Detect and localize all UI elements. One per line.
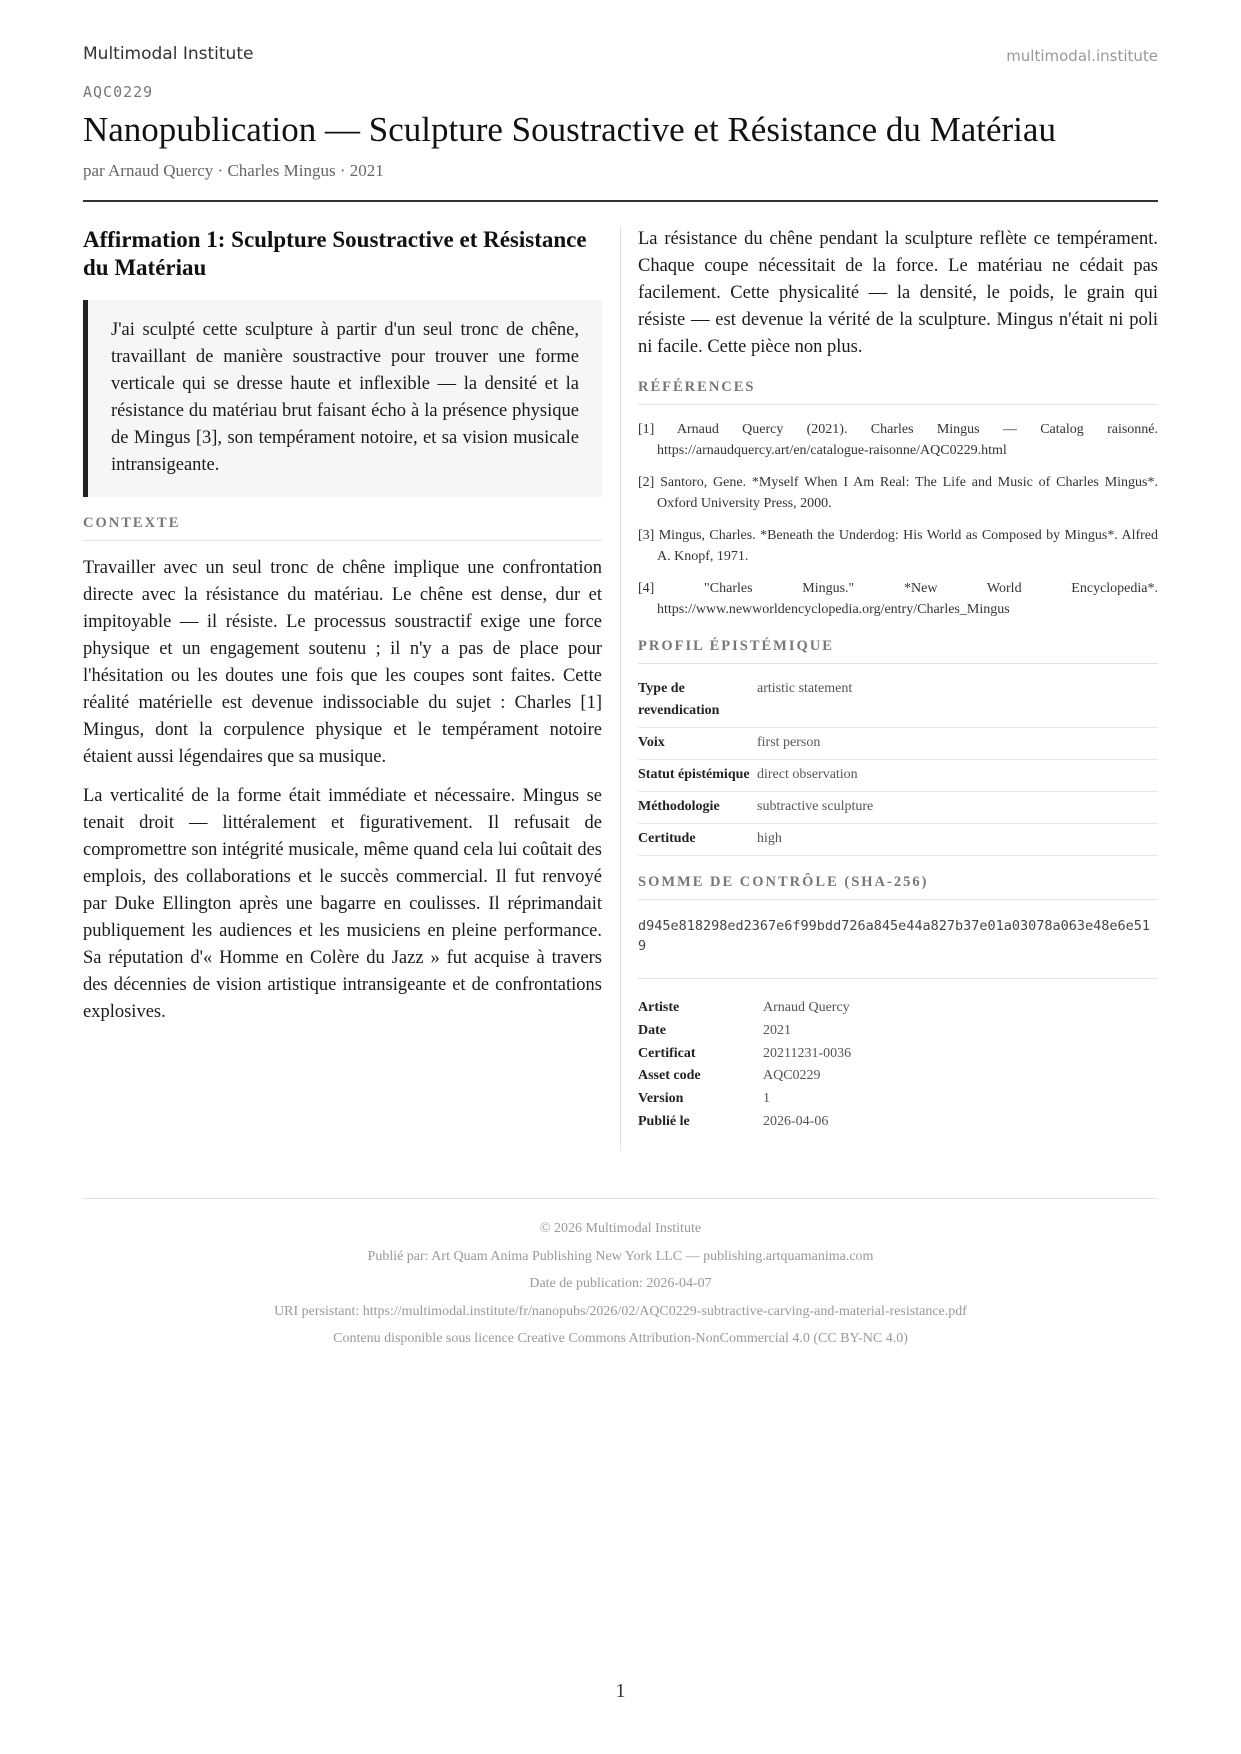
profile-key: Certitude	[638, 824, 757, 856]
title-divider	[83, 200, 1158, 202]
table-row	[638, 728, 1158, 760]
checksum-value: d945e818298ed2367e6f99bdd726a845e44a827b37e01a03078a063e48e6e519	[638, 914, 1158, 979]
continuation-paragraph: La résistance du chêne pendant la sculpture reflète ce tempérament. Chaque coupe nécessitait de la force. Le matériau ne cédait pas facilement. Cette physicalité — la densité, le poids, le grain qui résiste — est devenue la vérité de la sculpture. Mingus n'était ni poli ni facile. Cette pièce non plus.	[638, 229, 1158, 357]
context-label: CONTEXTE	[83, 515, 602, 541]
profile-key: Méthodologie	[638, 792, 757, 824]
metadata-row	[638, 1043, 1158, 1066]
metadata-value: 1	[763, 1091, 770, 1107]
metadata-key: Publié le	[638, 1113, 690, 1129]
references-list	[638, 419, 1158, 620]
profile-key: Statut épistémique	[638, 760, 757, 792]
footer-publication-date: Date de publication: 2026-04-07	[529, 1276, 712, 1291]
byline: par Arnaud Quercy · Charles Mingus · 2021	[83, 161, 384, 180]
metadata-row	[638, 1088, 1158, 1111]
claim-quote: J'ai sculpté cette sculpture à partir d'un seul tronc de chêne, travaillant de manière soustractive pour trouver une forme verticale qui se dresse haute et inflexible — la densité et la résistance du matériau brut faisant écho à la présence physique de Mingus [3], son tempérament notoire, et sa vision musicale intransigeante.	[83, 300, 602, 497]
footer-divider	[83, 1198, 1158, 1199]
profile-value: subtractive sculpture	[757, 792, 1158, 824]
profile-value: direct observation	[757, 760, 1158, 792]
metadata-value: 20211231-0036	[763, 1045, 852, 1061]
footer-persistent-uri: URI persistant: https://multimodal.institute/fr/nanopubs/2026/02/AQC0229-subtractive-carving-and-material-resistance.pdf	[274, 1303, 967, 1319]
profile-key: Voix	[638, 728, 757, 760]
context-paragraph: Travailler avec un seul tronc de chêne implique une confrontation directe avec la résistance du matériau. Le chêne est dense, dur et impitoyable — il résiste. Le processus soustractif exige une force physique et un engagement soutenu ; il n'y a pas de place pour l'hésitation ou les doutes une fois que les coupes sont faites. Cette réalité matérielle est devenue indissociable du sujet : Charles [1] Mingus, dont la corpulence physique et le tempérament notoire étaient aussi légendaires que sa musique.	[83, 558, 602, 767]
top-bar	[83, 44, 1158, 68]
metadata-list	[638, 997, 1158, 1134]
column-divider	[620, 226, 621, 1151]
profile-value: high	[757, 824, 1158, 856]
metadata-value: AQC0229	[763, 1068, 821, 1084]
metadata-value: 2021	[763, 1022, 791, 1038]
footer-license: Contenu disponible sous licence Creative Commons Attribution-NonCommercial 4.0 (CC BY-NC 4.0)	[333, 1331, 908, 1346]
table-row	[638, 674, 1158, 728]
context-paragraph: La verticalité de la forme était immédiate et nécessaire. Mingus se tenait droit — littéralement et figurativement. Il refusait de compromettre son intégrité musicale, même quand cela lui coûtait des emplois, des collaborations et le succès commercial. Il fut renvoyé par Duke Ellington après une bagarre en coulisses. Il réprimandait publiquement les audiences et les musiciens en pleine performance. Sa réputation d'« Homme en Colère du Jazz » fut acquise à travers des décennies de vision artistique intransigeante et de confrontations explosives.	[83, 786, 602, 1022]
metadata-key: Date	[638, 1022, 666, 1038]
references-label: RÉFÉRENCES	[638, 379, 1158, 405]
metadata-row	[638, 1065, 1158, 1088]
table-row	[638, 792, 1158, 824]
metadata-key: Version	[638, 1091, 684, 1107]
site-domain: multimodal.institute	[1006, 47, 1158, 65]
profile-value: artistic statement	[757, 674, 1158, 728]
reference-item: [1] Arnaud Quercy (2021). Charles Mingus — Catalog raisonné. https://arnaudquercy.art/en/catalogue-raisonne/AQC0229.html	[638, 422, 1158, 458]
page-number: 1	[615, 1680, 626, 1702]
metadata-key: Certificat	[638, 1045, 696, 1061]
epistemic-profile-table	[638, 674, 1158, 856]
metadata-key: Asset code	[638, 1068, 701, 1084]
metadata-key: Artiste	[638, 1000, 680, 1015]
epistemic-profile-label: PROFIL ÉPISTÉMIQUE	[638, 638, 1158, 664]
profile-value: first person	[757, 728, 1158, 760]
left-column	[83, 226, 602, 1038]
metadata-value: Arnaud Quercy	[763, 1000, 850, 1015]
metadata-row	[638, 1111, 1158, 1134]
footer	[83, 1215, 1158, 1353]
footer-copyright: © 2026 Multimodal Institute	[539, 1221, 702, 1236]
profile-key: Type de revendication	[638, 674, 757, 728]
metadata-row	[638, 1020, 1158, 1043]
table-row	[638, 760, 1158, 792]
page-title: Nanopublication — Sculpture Soustractive et Résistance du Matériau	[83, 110, 1056, 149]
claim-title: Affirmation 1: Sculpture Soustractive et Résistance du Matériau	[83, 227, 587, 280]
table-row	[638, 824, 1158, 856]
metadata-row	[638, 997, 1158, 1020]
reference-item: [4] "Charles Mingus." *New World Encyclopedia*. https://www.newworldencyclopedia.org/entry/Charles_Mingus	[638, 581, 1158, 617]
footer-publisher: Publié par: Art Quam Anima Publishing New York LLC — publishing.artquamanima.com	[367, 1248, 874, 1264]
reference-item: [3] Mingus, Charles. *Beneath the Underdog: His World as Composed by Mingus*. Alfred A. Knopf, 1971.	[638, 528, 1158, 564]
asset-code: AQC0229	[83, 83, 154, 101]
right-column	[638, 226, 1158, 1134]
document-page	[83, 0, 1158, 1754]
brand-name: Multimodal Institute	[83, 44, 254, 64]
checksum-label: SOMME DE CONTRÔLE (SHA-256)	[638, 874, 1158, 900]
metadata-value: 2026-04-06	[763, 1113, 829, 1129]
reference-item: [2] Santoro, Gene. *Myself When I Am Real: The Life and Music of Charles Mingus*. Oxford University Press, 2000.	[638, 475, 1158, 511]
